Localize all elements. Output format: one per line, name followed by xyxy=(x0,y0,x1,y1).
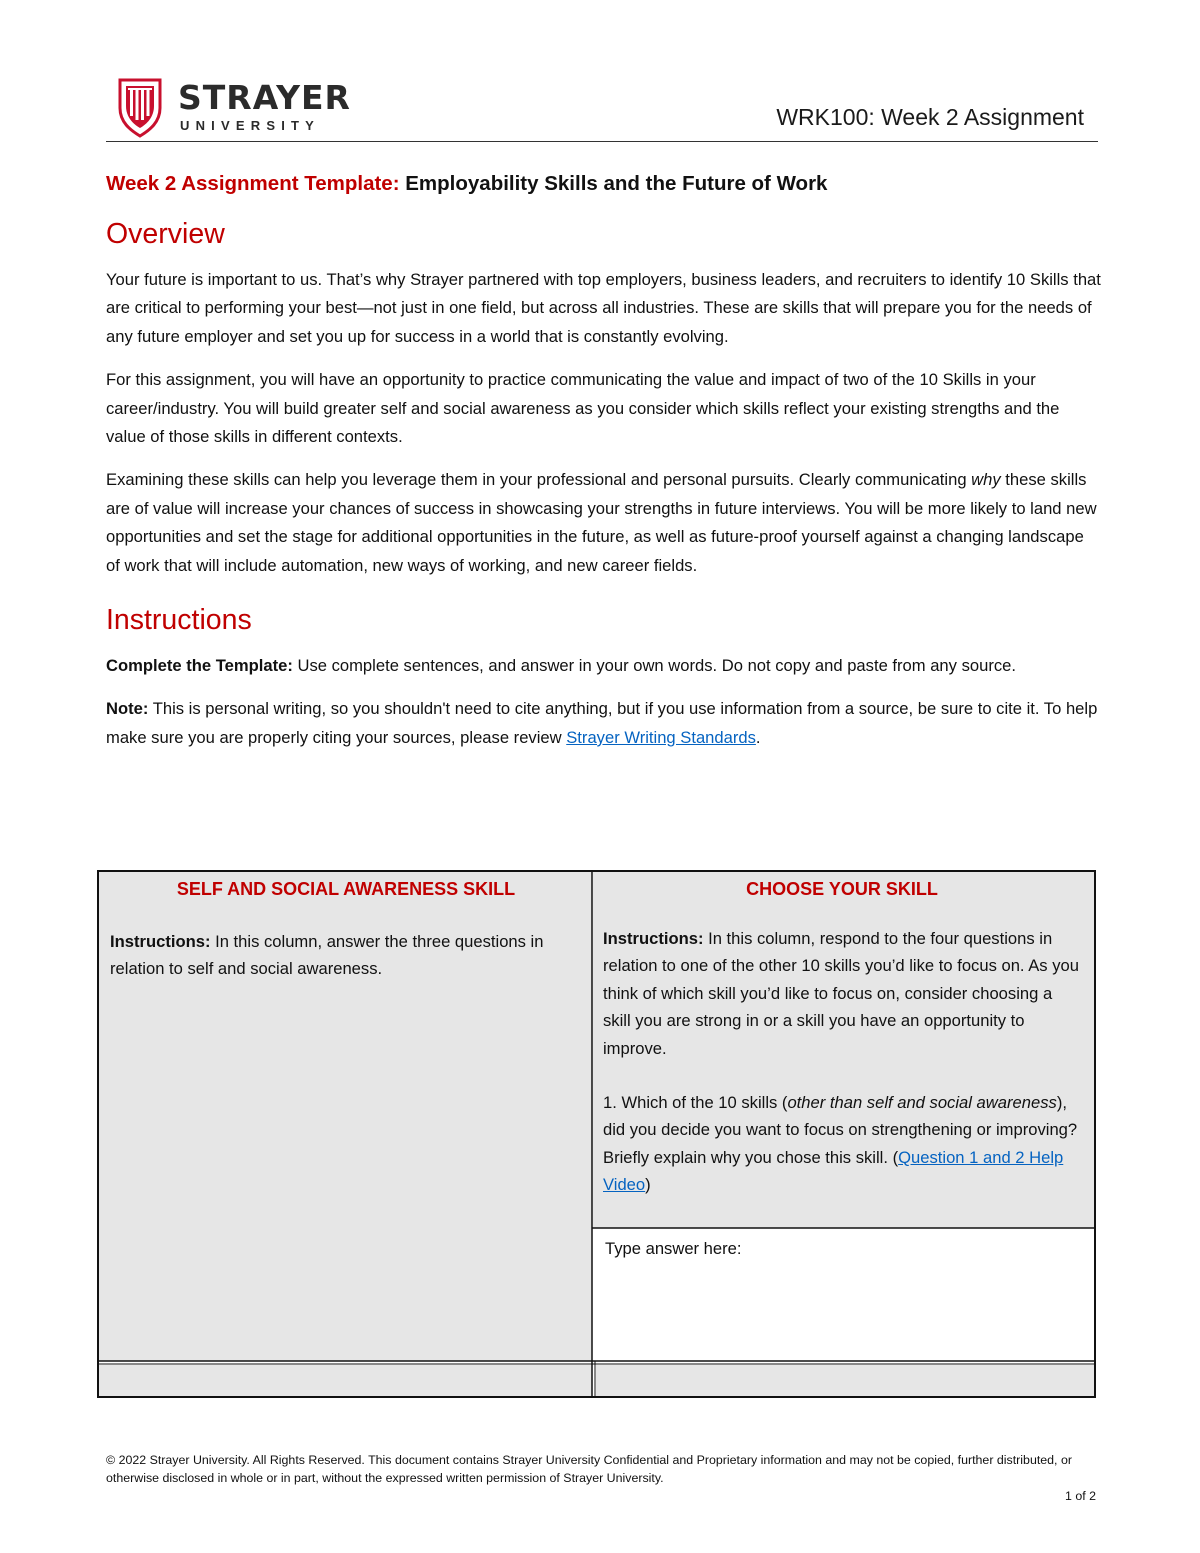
right-column-heading: CHOOSE YOUR SKILL xyxy=(746,879,938,899)
left-column-heading: SELF AND SOCIAL AWARENESS SKILL xyxy=(176,879,516,899)
q1-end: ) xyxy=(645,1175,651,1195)
document-body xyxy=(106,168,1102,767)
page-number: 1 of 2 xyxy=(1064,1489,1096,1503)
q1-emphasis: other than self and social awareness xyxy=(787,1093,1057,1113)
header-title: WRK100: Week 2 Assignment xyxy=(776,104,1084,130)
q1-text-a: 1. Which of the 10 skills ( xyxy=(603,1093,788,1113)
right-bottom-cell xyxy=(596,1365,1095,1397)
help-video-link[interactable]: Question 1 and 2 Help Video xyxy=(603,1147,1064,1195)
left-column-cell xyxy=(98,871,592,1361)
instructions-heading: Instructions xyxy=(106,604,252,637)
assignment-table xyxy=(97,870,1096,1398)
right-instr-text: In this column, respond to the four questions in relation to one of the other 10 skills you’d like to focus on. As you think of which skill you’d like to focus on, consider choosing a skill you are strong in or a skill you have an opportunity to improve. xyxy=(603,929,1079,1058)
left-instr-text: In this column, answer the three questions in relation to self and social awareness. xyxy=(110,932,544,979)
overview-paragraph-1: Your future is important to us. That’s why Strayer partnered with top employers, business leaders, and recruiters to identify 10 Skills that are critical to performing your best—not just in one field, but across all industries. These are skills that will prepare you for the needs of any future employer and set you up for success in a world that is constantly evolving. xyxy=(106,270,1101,346)
right-instructions xyxy=(603,925,1081,1062)
p3-text-a: Examining these skills can help you leverage them in your professional and personal pursuits. Clearly communicating xyxy=(106,470,972,490)
title-main: Employability Skills and the Future of Work xyxy=(405,172,828,195)
q1-text-b: ), did you decide you want to focus on strengthening or improving? Briefly explain why you chose this skill. ( xyxy=(603,1093,1078,1167)
note-end: . xyxy=(755,727,761,747)
answer-field[interactable] xyxy=(593,1229,1095,1360)
note-paragraph xyxy=(106,695,1102,752)
answer-placeholder: Type answer here: xyxy=(605,1239,742,1258)
header-divider xyxy=(106,141,1098,142)
p3-text-b: these skills are of value will increase your chances of success in showcasing your strengths in future interviews. You will be more likely to land new opportunities and set the stage for additional opportunities in the future, as well as future-proof yourself against a changing landscape of work that will include automation, new ways of working, and new career fields. xyxy=(106,470,1097,575)
complete-text: Use complete sentences, and answer in your own words. Do not copy and paste from any source. xyxy=(292,656,1016,676)
right-instr-label: Instructions: xyxy=(603,929,704,948)
writing-standards-link[interactable]: Strayer Writing Standards xyxy=(566,727,756,747)
p3-emphasis: why xyxy=(971,470,1001,490)
strayer-logo xyxy=(116,76,376,138)
overview-paragraph-3 xyxy=(106,466,1102,580)
left-instr-label: Instructions: xyxy=(110,932,211,951)
overview-heading: Overview xyxy=(106,218,225,250)
note-text: This is personal writing, so you shouldn't need to cite anything, but if you use information from a source, be sure to cite it. To help make sure you are properly citing your sources, please review xyxy=(106,699,1098,747)
left-instructions xyxy=(110,928,582,983)
document-title xyxy=(106,172,1102,196)
copyright-notice: © 2022 Strayer University. All Rights Reserved. This document contains Strayer University Confidential and Proprietary information and may not be copied, further distributed, or otherwise disclosed in whole or in part, without the expressed written permission of Strayer University. xyxy=(106,1453,1072,1485)
left-bottom-cell xyxy=(98,1365,592,1397)
right-column-cell xyxy=(593,871,1095,1228)
shield-icon xyxy=(116,76,164,138)
question-1 xyxy=(603,1089,1081,1199)
complete-label: Complete the Template: xyxy=(106,656,293,676)
title-prefix: Week 2 Assignment Template: xyxy=(106,172,400,195)
note-label: Note: xyxy=(106,699,149,719)
overview-paragraph-2: For this assignment, you will have an opportunity to practice communicating the value and impact of two of the 10 Skills in your career/industry. You will build greater self and social awareness as you consider which skills reflect your existing strengths and the value of those skills in different contexts. xyxy=(106,370,1060,447)
logo-wordmark: STRAYER xyxy=(178,78,351,117)
complete-template-paragraph xyxy=(106,652,1102,680)
logo-subtitle: UNIVERSITY xyxy=(180,118,321,133)
